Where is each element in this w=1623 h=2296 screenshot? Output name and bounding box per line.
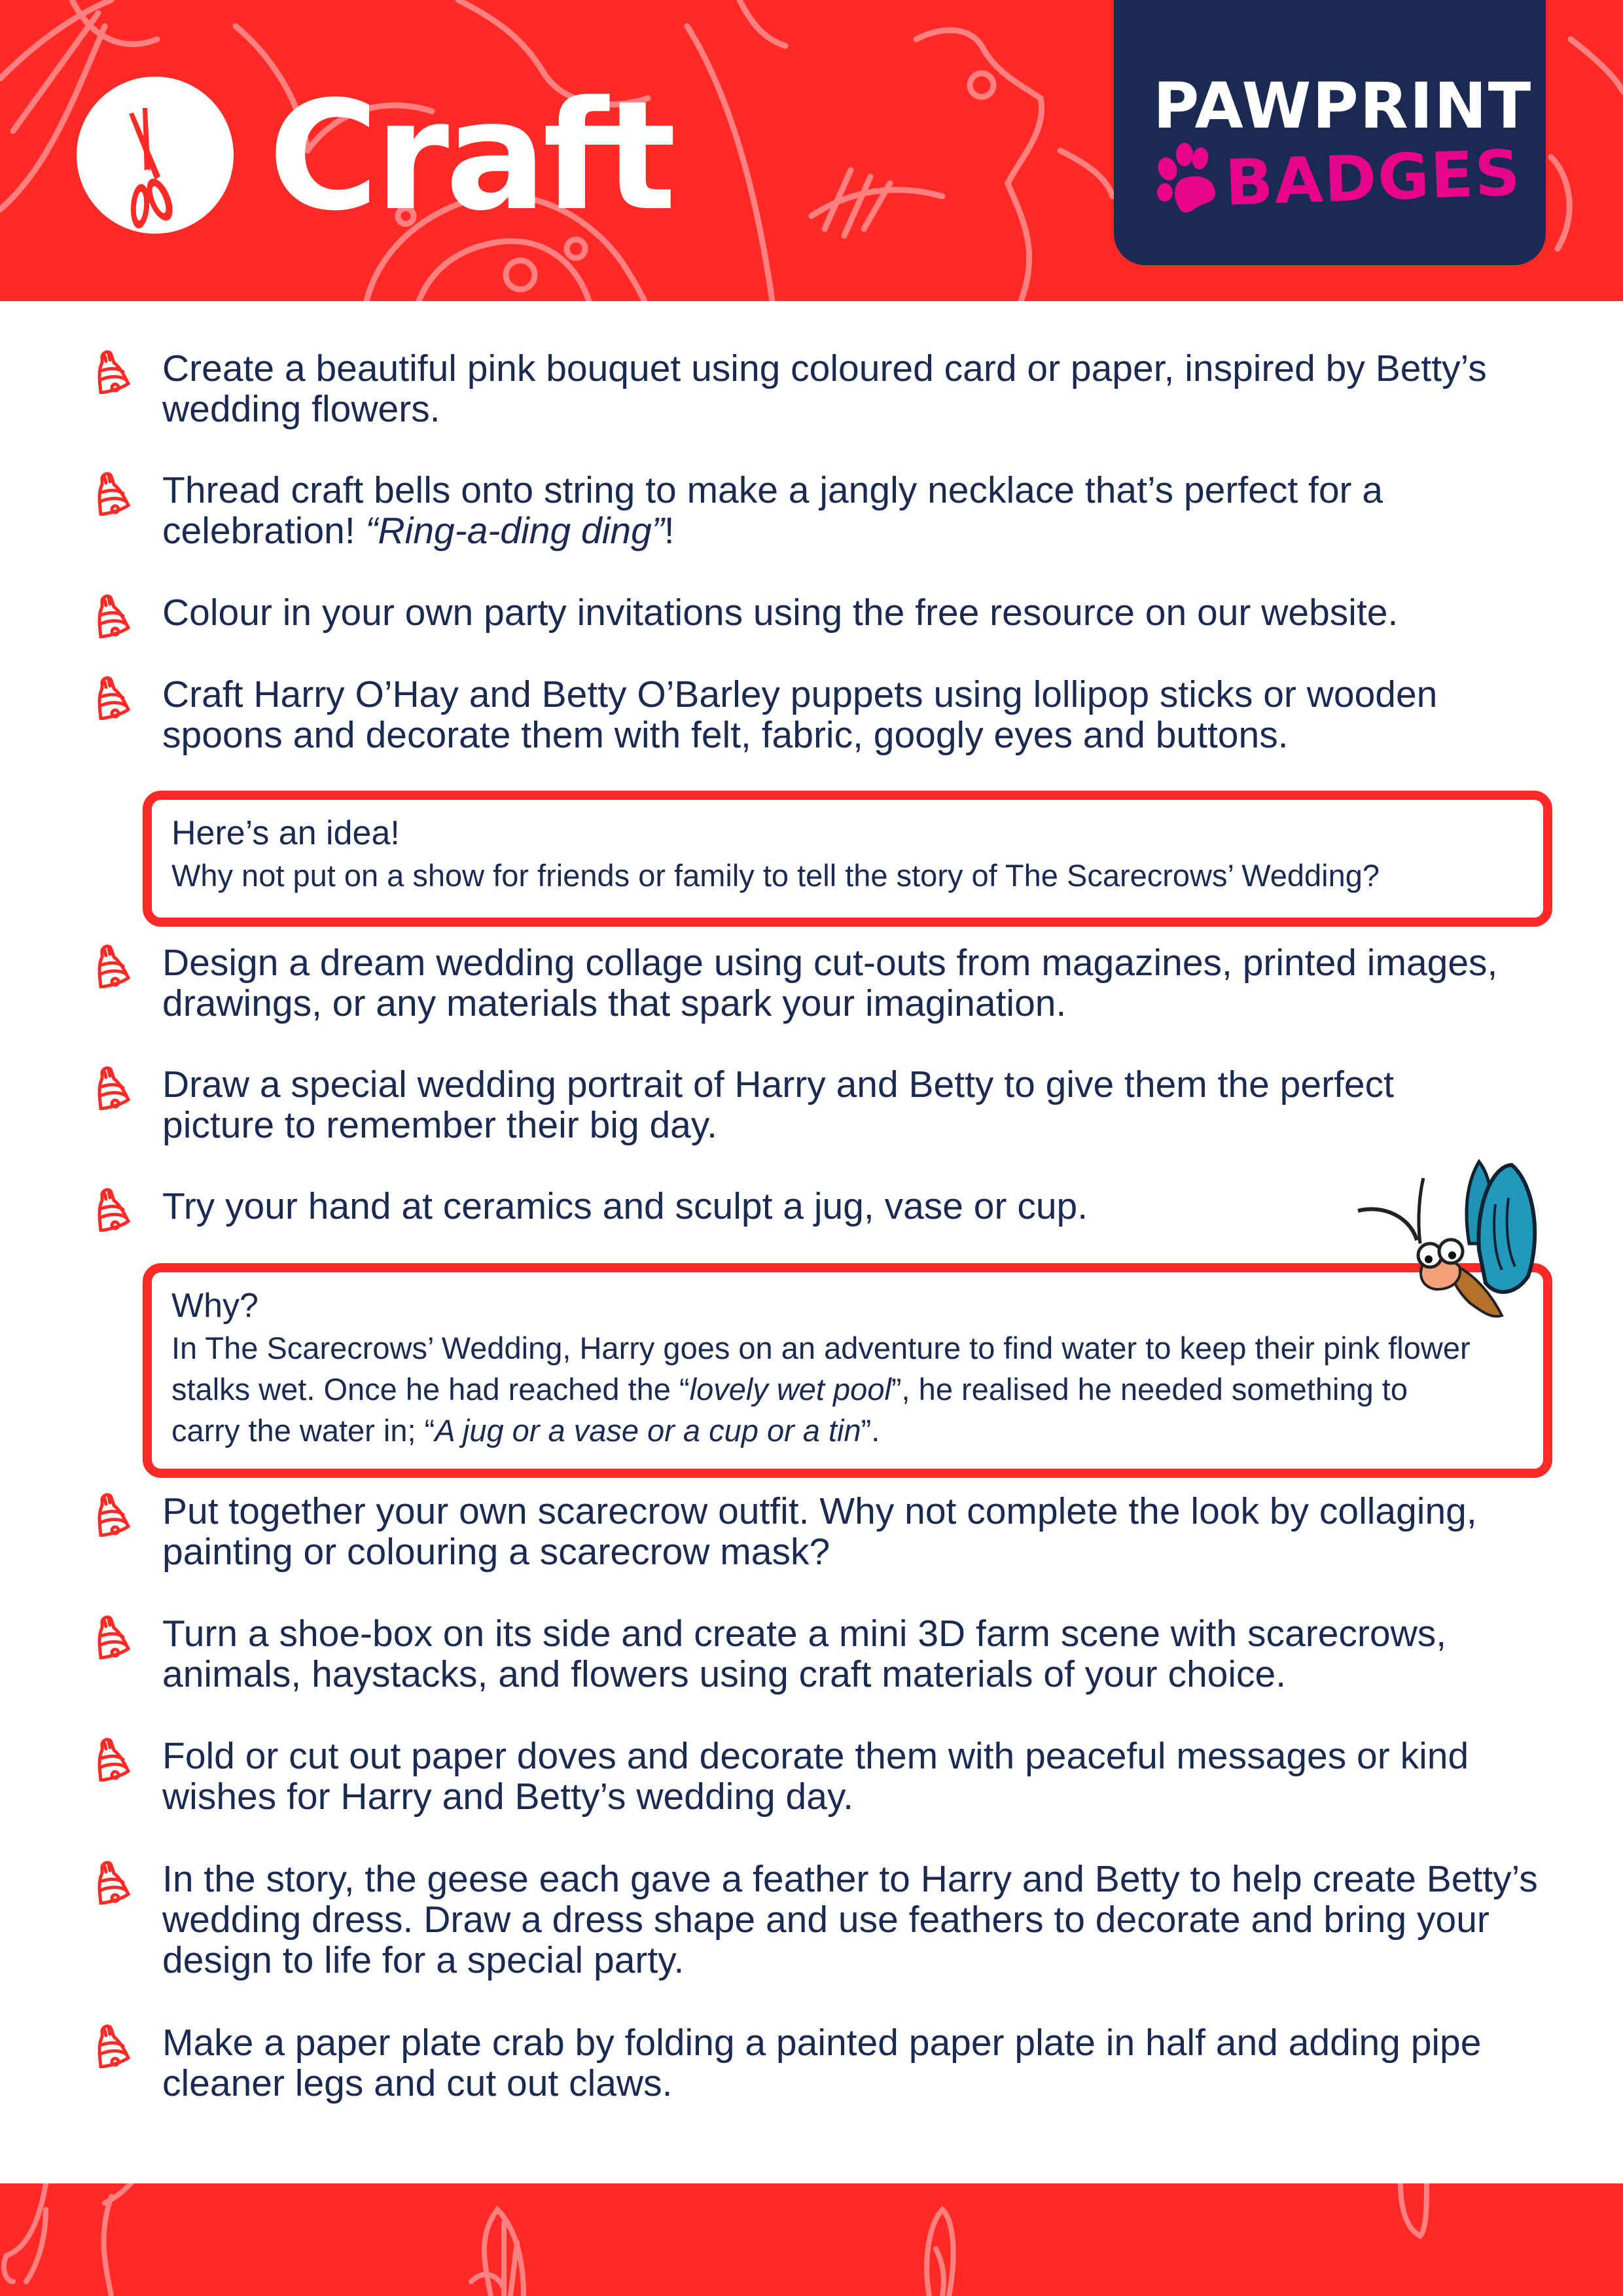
- bell-icon: [92, 1186, 131, 1232]
- list-item-quote: “Ring-a-ding ding”: [365, 510, 664, 552]
- list-item: Try your hand at ceramics and sculpt a jug, vase or cup.: [162, 1185, 1088, 1227]
- list-item: Draw a special wedding portrait of Harry and Betty to give them the perfect picture to remember their big day.: [162, 1064, 1394, 1146]
- list-item: Craft Harry O’Hay and Betty O’Barley puppets using lollipop sticks or wooden spoons and decorate them with felt, fabric, googly eyes and buttons.: [162, 673, 1438, 756]
- bell-icon: [92, 348, 131, 394]
- bell-icon: [92, 674, 131, 720]
- bell-icon: [92, 2022, 131, 2068]
- list-item: Create a beautiful pink bouquet using coloured card or paper, inspired by Betty’s wedding flowers.: [162, 348, 1487, 430]
- list-item-text-end: !: [664, 510, 675, 552]
- pawprint-badges-logo: [1114, 0, 1546, 265]
- footer-banner: [0, 2183, 1623, 2296]
- bell-icon: [92, 1859, 131, 1905]
- line-art-background: [0, 2183, 1623, 2296]
- paw-icon: [1153, 143, 1225, 215]
- logo-line-1: PAWPRINT: [1153, 69, 1533, 143]
- page-title: Craft: [268, 69, 673, 244]
- list-item: [162, 470, 1550, 551]
- bell-icon: [92, 1736, 131, 1782]
- callout-text: ”, he realised he needed something to carry the water in; “: [171, 1372, 1408, 1448]
- list-item: Put together your own scarecrow outfit. Why not complete the look by collaging, painting or colouring a scarecrow mask?: [162, 1490, 1477, 1573]
- list-item: In the story, the geese each gave a feather to Harry and Betty to help create Betty’s wedding dress. Draw a dress shape and use feathers to decorate and bring your design to life for a special party.: [162, 1858, 1538, 1981]
- list-item: Make a paper plate crab by folding a painted paper plate in half and adding pipe cleaner legs and cut out claws.: [162, 2022, 1482, 2104]
- list-item: Turn a shoe-box on its side and create a mini 3D farm scene with scarecrows, animals, haystacks, and flowers using craft materials of your choice.: [162, 1613, 1447, 1695]
- idea-callout: [143, 791, 1552, 927]
- callout-quote: A jug or a vase or a cup or a tin: [435, 1413, 861, 1448]
- butterfly-illustration: [1338, 1126, 1554, 1329]
- logo-line-2: BADGES: [1224, 136, 1523, 220]
- bell-icon: [92, 1613, 131, 1659]
- list-item: Fold or cut out paper doves and decorate them with peaceful messages or kind wishes for Harry and Betty’s wedding day.: [162, 1735, 1469, 1818]
- callout-heading: Here’s an idea!: [171, 814, 400, 852]
- bell-icon: [92, 1064, 131, 1110]
- callout-text: In The Scarecrows’ Wedding, Harry goes on an adventure to find water to keep their pink flower stalks wet. Once he had reached the “: [171, 1331, 1471, 1407]
- callout-heading: Why?: [171, 1287, 259, 1325]
- callout-text: ”.: [861, 1413, 880, 1448]
- list-item: Design a dream wedding collage using cut-outs from magazines, printed images, drawings, or any materials that spark your imagination.: [162, 942, 1498, 1024]
- callout-body: [171, 1327, 1480, 1451]
- bell-icon: [92, 1491, 131, 1537]
- craft-icon-badge: [77, 77, 234, 234]
- bell-icon: [92, 592, 131, 638]
- list-item-text: Thread craft bells onto string to make a jangly necklace that’s perfect for a celebration!: [162, 469, 1383, 552]
- callout-body: Why not put on a show for friends or family to tell the story of The Scarecrows’ Wedding?: [171, 858, 1380, 893]
- bell-icon: [92, 470, 131, 516]
- list-item: Colour in your own party invitations using the free resource on our website.: [162, 592, 1399, 634]
- header-banner: [0, 0, 1623, 301]
- callout-quote: lovely wet pool: [689, 1372, 891, 1407]
- bell-icon: [92, 942, 131, 988]
- scissors-icon: [77, 77, 234, 234]
